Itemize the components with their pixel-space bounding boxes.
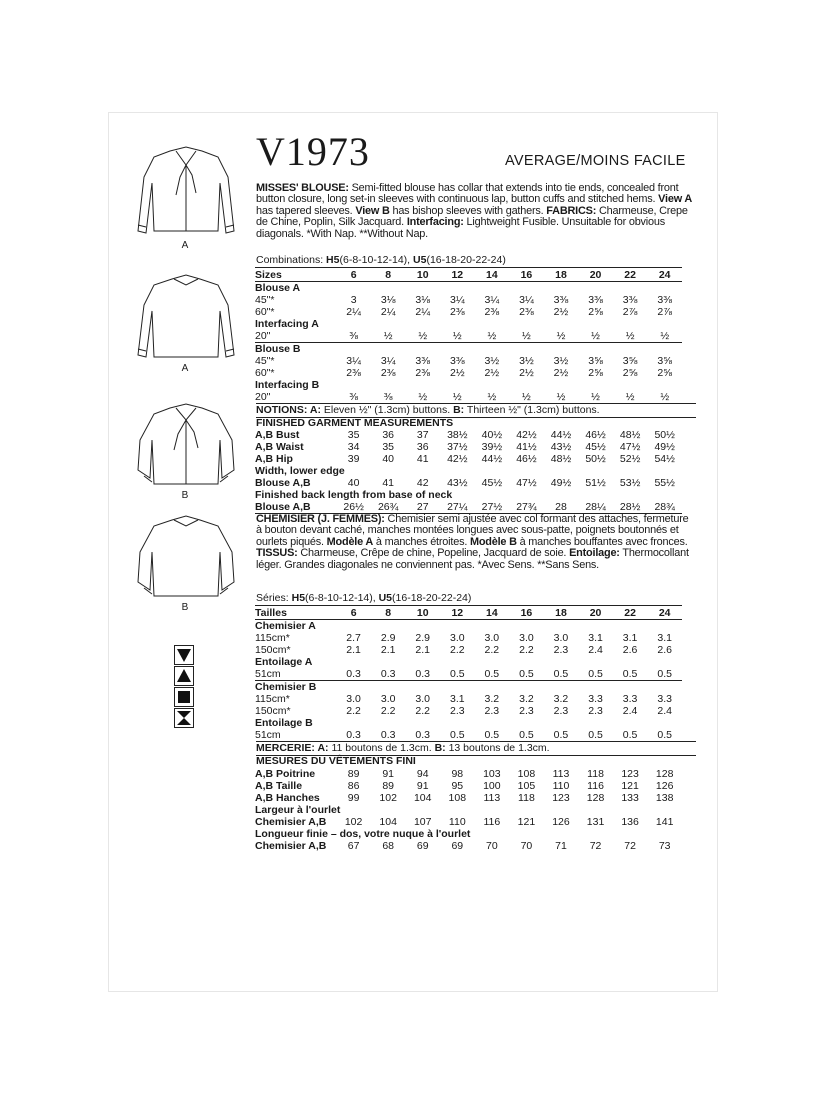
table-row: Blouse A,B 40 41 42 43½ 45½ 47½ 49½ 51½ 53½ 55½ (255, 477, 675, 489)
table-row: 60"* 2⅜ 2⅜ 2⅜ 2½ 2½ 2½ 2½ 2⅝ 2⅝ 2⅝ (255, 367, 672, 379)
table-row: 115cm* 2.7 2.9 2.9 3.0 3.0 3.0 3.0 3.1 3.1 3.1 (255, 632, 672, 644)
blouse-a-front-sketch (130, 143, 242, 238)
english-measurements-table (255, 429, 682, 514)
figure-label: B (181, 602, 189, 613)
table-section-label: Interfacing A (255, 318, 319, 330)
blouse-a-back-sketch (130, 273, 242, 363)
figure-label: A (181, 363, 189, 374)
english-yardage-table (255, 267, 682, 403)
mercerie-line: MERCERIE: A: 11 boutons de 1.3cm. B: 13 boutons de 1.3cm. (256, 741, 696, 756)
table-row: 60"* 2¼ 2¼ 2¼ 2⅜ 2⅜ 2⅜ 2½ 2⅝ 2⅞ 2⅞ (255, 306, 672, 318)
table-row: Chemisier A,B 102 104 107 110 116 121 126 131 136 141 (255, 816, 674, 828)
table-section-label: Chemisier B (255, 681, 682, 694)
table-row: 150cm* 2.1 2.1 2.1 2.2 2.2 2.2 2.3 2.4 2.6 2.6 (255, 644, 672, 656)
table-section-label: Entoilage B (255, 717, 313, 729)
table-section-label: Largeur à l'ourlet (255, 804, 341, 816)
triangle-up-icon (174, 666, 194, 686)
table-section-label: Width, lower edge (255, 465, 345, 477)
table-row: 51cm 0.3 0.3 0.3 0.5 0.5 0.5 0.5 0.5 0.5 0.5 (255, 668, 672, 680)
fabric-key-symbols (174, 645, 196, 729)
hourglass-icon (174, 708, 194, 728)
table-section-label: Chemisier A (255, 620, 316, 632)
figure-label: A (181, 240, 189, 251)
table-section-label: Longueur finie – dos, votre nuque à l'ourlet (255, 828, 471, 840)
table-section-label: Blouse B (255, 343, 682, 356)
french-yardage-table (255, 605, 682, 741)
mesures-heading: MESURES DU VÊTEMENTS FINI (256, 755, 416, 767)
blouse-b-back-sketch (130, 514, 242, 602)
combinations-line: Combinations: H5(6-8-10-12-14), U5(16-18-20-22-24) (256, 254, 506, 266)
sizes-header-row: Tailles 6 8 10 12 14 16 18 20 22 24 (255, 606, 682, 620)
series-line: Séries: H5(6-8-10-12-14), U5(16-18-20-22-24) (256, 592, 472, 604)
table-row: 20" ⅜ ⅜ ½ ½ ½ ½ ½ ½ ½ ½ (255, 391, 670, 403)
triangle-down-icon (174, 645, 194, 665)
table-section-label: Interfacing B (255, 379, 320, 391)
finished-measurements-heading: FINISHED GARMENT MEASUREMENTS (256, 417, 454, 429)
table-row: A,B Bust 35 36 37 38½ 40½ 42½ 44½ 46½ 48½ 50½ (255, 429, 675, 441)
table-row: Chemisier A,B 67 68 69 69 70 70 71 72 72 73 (255, 840, 671, 852)
notions-line: NOTIONS: A: Eleven ½" (1.3cm) buttons. B: Thirteen ½" (1.3cm) buttons. (256, 403, 696, 418)
table-row: A,B Waist 34 35 36 37½ 39½ 41½ 43½ 45½ 47½ 49½ (255, 441, 675, 453)
table-row: Blouse A,B 26½ 26¾ 27 27¼ 27½ 27¾ 28 28¼ 28½ 28¾ (255, 501, 682, 514)
square-icon (174, 687, 194, 707)
table-row: A,B Hip 39 40 41 42½ 44½ 46½ 48½ 50½ 52½ 54½ (255, 453, 675, 465)
table-row: 20" ⅜ ½ ½ ½ ½ ½ ½ ½ ½ ½ (255, 330, 670, 342)
table-row: 45"* 3 3⅛ 3⅛ 3¼ 3¼ 3¼ 3⅜ 3⅜ 3⅜ 3⅜ (255, 294, 672, 306)
table-row: A,B Poitrine 89 91 94 98 103 108 113 118 123 128 (255, 768, 674, 780)
table-row: 150cm* 2.2 2.2 2.2 2.3 2.3 2.3 2.3 2.3 2.4 2.4 (255, 705, 672, 717)
table-section-label: Entoilage A (255, 656, 313, 668)
french-measurements-table (255, 768, 682, 852)
french-description: CHEMISIER (J. FEMMES): Chemisier semi ajustée avec col formant des attaches, fermeture à bouton devant caché, manches montées longues avec sous-patte, poignets boutonnés et ourlets piqués. Modèle A à manches étroites. Modèle B à manches bouffantes avec fronces. TISSUS: Charmeuse, Crêpe de chine, Popeline, Jacquard de soie. Entoilage: Thermocollant léger. Grandes diagonales ne conviennent pas. *Avec Sens. **Sans Sens. (256, 513, 689, 571)
table-row: A,B Hanches 99 102 104 108 113 118 123 128 133 138 (255, 792, 674, 804)
table-row: 51cm 0.3 0.3 0.3 0.5 0.5 0.5 0.5 0.5 0.5 0.5 (255, 729, 672, 741)
sizes-header-row: Sizes 6 8 10 12 14 16 18 20 22 24 (255, 268, 682, 282)
blouse-b-front-sketch (130, 400, 242, 490)
figure-label: B (181, 490, 189, 501)
table-section-label: Blouse A (255, 282, 301, 294)
table-section-label: Finished back length from base of neck (255, 489, 453, 501)
table-row: 45"* 3¼ 3¼ 3⅜ 3⅜ 3½ 3½ 3½ 3⅝ 3⅝ 3⅝ (255, 355, 672, 367)
table-row: A,B Taille 86 89 91 95 100 105 110 116 121 126 (255, 780, 674, 792)
table-row: 115cm* 3.0 3.0 3.0 3.1 3.2 3.2 3.2 3.3 3.3 3.3 (255, 693, 672, 705)
pattern-number: V1973 (256, 129, 370, 174)
english-description: MISSES' BLOUSE: Semi-fitted blouse has collar that extends into tie ends, concealed front button closure, long set-in sleeves with continuous lap, button cuffs and stitched hems. View A has tapered sleeves. View B has bishop sleeves with gathers. FABRICS: Charmeuse, Crepe de Chine, Poplin, Silk Jacquard. Interfacing: Lightweight Fusible. Unsuitable for obvious diagonals. *With Nap. **Without Nap. (256, 182, 693, 240)
difficulty-level: AVERAGE/MOINS FACILE (505, 153, 686, 169)
